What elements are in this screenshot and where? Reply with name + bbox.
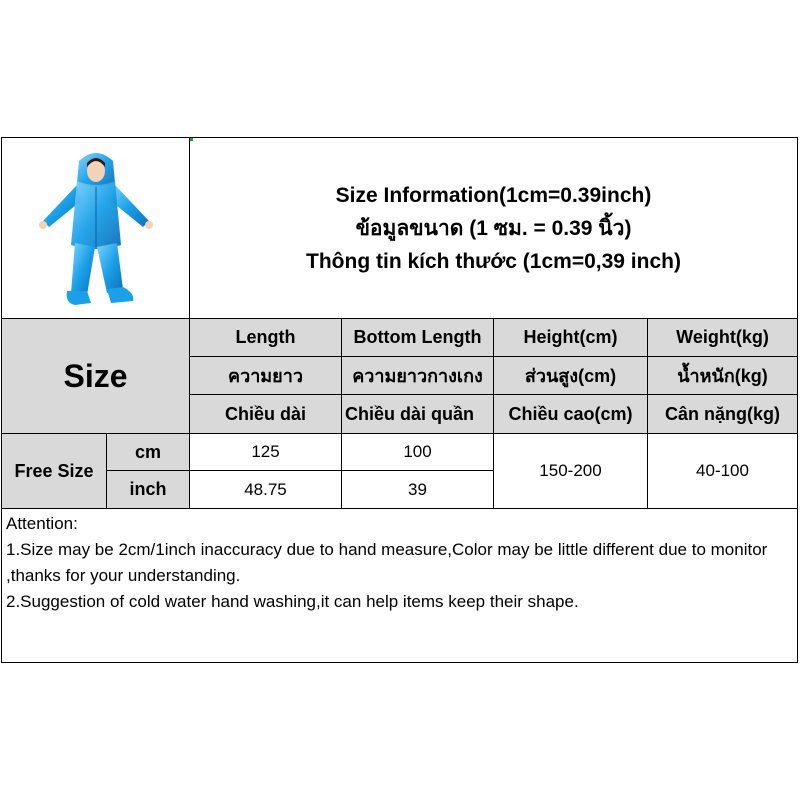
raincoat-person-icon	[21, 143, 171, 313]
size-info-title	[189, 137, 798, 319]
title-vietnamese: Thông tin kích thước (1cm=0,39 inch)	[306, 249, 681, 273]
length-cm-value: 125	[189, 433, 342, 471]
unit-cm: cm	[106, 433, 190, 471]
attention-note-2: 2.Suggestion of cold water hand washing,it can help items keep their shape.	[6, 592, 579, 611]
height-value: 150-200	[493, 433, 648, 509]
unit-inch: inch	[106, 470, 190, 509]
header-bottom-vi: Chiều dài quần	[341, 394, 494, 434]
attention-notes	[1, 508, 798, 663]
length-inch-value: 48.75	[189, 470, 342, 509]
header-length-vi: Chiều dài	[189, 394, 342, 434]
attention-note-1: 1.Size may be 2cm/1inch inaccuracy due to hand measure,Color may be little different due to monitor ,thanks for your understanding.	[6, 540, 768, 585]
header-bottom-en: Bottom Length	[341, 318, 494, 357]
weight-value: 40-100	[647, 433, 798, 509]
header-height-vi: Chiều cao(cm)	[493, 394, 648, 434]
title-english: Size Information(1cm=0.39inch)	[335, 183, 652, 207]
bottom-cm-value: 100	[341, 433, 494, 471]
header-height-en: Height(cm)	[493, 318, 648, 357]
product-photo	[1, 137, 190, 319]
bottom-inch-value: 39	[341, 470, 494, 509]
header-bottom-th: ความยาวกางเกง	[341, 356, 494, 395]
size-header: Size	[1, 318, 190, 434]
header-length-en: Length	[189, 318, 342, 357]
title-thai: ข้อมูลขนาด (1 ซม. = 0.39 นิ้ว)	[355, 216, 632, 240]
header-length-th: ความยาว	[189, 356, 342, 395]
free-size-label: Free Size	[1, 433, 107, 509]
header-weight-th: น้ำหนัก(kg)	[647, 356, 798, 395]
header-weight-vi: Cân nặng(kg)	[647, 394, 798, 434]
attention-heading: Attention:	[6, 514, 78, 533]
size-chart	[1, 137, 798, 663]
header-weight-en: Weight(kg)	[647, 318, 798, 357]
header-height-th: ส่วนสูง(cm)	[493, 356, 648, 395]
